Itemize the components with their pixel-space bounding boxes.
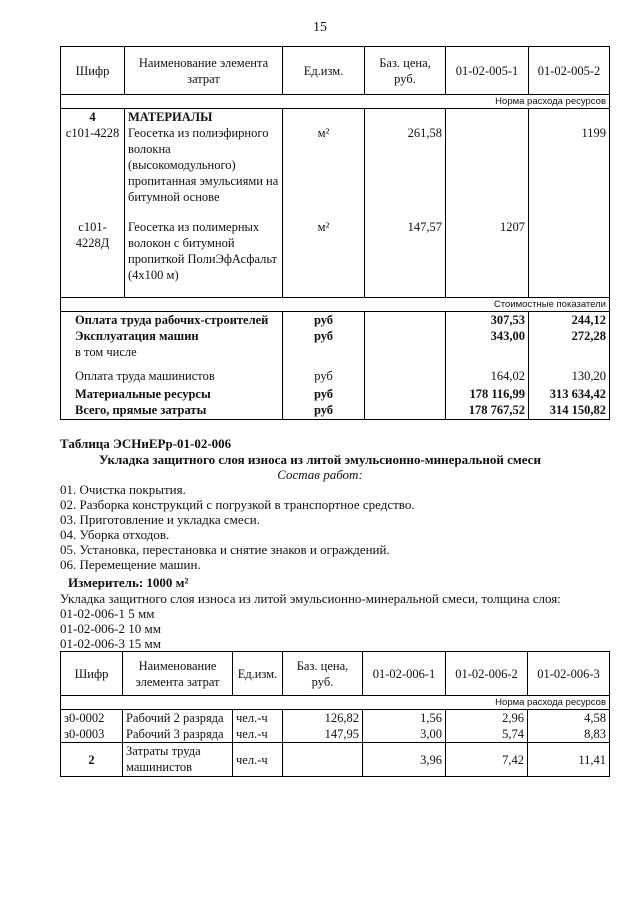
row-code: с101-4228Д <box>61 219 125 297</box>
header-unit: Ед.изм. <box>283 47 365 95</box>
composition-label: Состав работ: <box>277 467 363 482</box>
table-title: Таблица ЭСНиЕРр-01-02-006 <box>60 436 232 451</box>
row-code: з0-0003 <box>61 726 123 743</box>
list-item: 01-02-006-2 10 мм <box>60 621 161 636</box>
header-col2: 01-02-006-2 <box>446 652 528 696</box>
row-v1: 3,00 <box>363 726 446 743</box>
row-price: 261,58 <box>365 125 446 219</box>
row-unit: чел.-ч <box>233 726 283 743</box>
header-col1: 01-02-005-1 <box>446 47 529 95</box>
row-v3: 4,58 <box>528 710 610 727</box>
row-v2 <box>529 219 610 297</box>
norm-label: Норма расхода ресурсов <box>61 696 610 710</box>
row-v3: 8,83 <box>528 726 610 743</box>
list-item: 01. Очистка покрытия. <box>60 482 186 497</box>
cost-row <box>61 344 610 364</box>
cost-name: Материальные ресурсы <box>61 384 283 402</box>
table-row <box>61 743 610 777</box>
header-price: Баз. цена, руб. <box>283 652 363 696</box>
norm-label: Норма расхода ресурсов <box>61 95 610 109</box>
row-price: 147,57 <box>365 219 446 297</box>
cost-name: Оплата труда рабочих-строителей <box>61 311 283 328</box>
table-row <box>61 726 610 743</box>
table-row <box>61 219 610 297</box>
cost-unit: руб <box>283 384 365 402</box>
cost-v1: 307,53 <box>446 311 529 328</box>
meter-label: Измеритель: 1000 м² <box>68 575 189 590</box>
cost-row <box>61 384 610 402</box>
resource-table-006 <box>60 651 610 777</box>
row-v2: 2,96 <box>446 710 528 727</box>
row-unit: м² <box>283 219 365 297</box>
row-v2: 7,42 <box>446 743 528 777</box>
list-item: 06. Перемещение машин. <box>60 557 201 572</box>
list-item: 01-02-006-1 5 мм <box>60 606 155 621</box>
row-v1 <box>446 125 529 219</box>
row-unit: м² <box>283 125 365 219</box>
header-col1: 01-02-006-1 <box>363 652 446 696</box>
cost-name: в том числе <box>61 344 283 364</box>
list-item: 05. Установка, перестановка и снятие знаков и ограждений. <box>60 542 390 557</box>
list-item: 03. Приготовление и укладка смеси. <box>60 512 260 527</box>
row-price: 126,82 <box>283 710 363 727</box>
cost-unit: руб <box>283 402 365 420</box>
section-number: 4 <box>61 109 125 126</box>
row-code: 2 <box>61 743 123 777</box>
row-code: з0-0002 <box>61 710 123 727</box>
cost-v1: 343,00 <box>446 328 529 344</box>
row-name: Затраты труда машинистов <box>123 743 233 777</box>
cost-name: Эксплуатация машин <box>61 328 283 344</box>
cost-v2: 272,28 <box>529 328 610 344</box>
row-unit: чел.-ч <box>233 710 283 727</box>
cost-name: Оплата труда машинистов <box>61 364 283 384</box>
row-v1: 1,56 <box>363 710 446 727</box>
section-subtitle: Укладка защитного слоя износа из литой эмульсионно-минеральной смеси <box>99 452 541 467</box>
row-price <box>283 743 363 777</box>
cost-unit: руб <box>283 328 365 344</box>
header-name: Наименование элемента затрат <box>123 652 233 696</box>
cost-v1: 164,02 <box>446 364 529 384</box>
row-unit: чел.-ч <box>233 743 283 777</box>
description: Укладка защитного слоя износа из литой эмульсионно-минеральной смеси, толщина слоя: <box>60 591 561 606</box>
header-name: Наименование элемента затрат <box>125 47 283 95</box>
table-row <box>61 710 610 727</box>
row-name: Геосетка из полиэфирного волокна (высокомодульного) пропитанная эмульсиями на битумной основе <box>125 125 283 219</box>
row-v2: 1199 <box>529 125 610 219</box>
works-list <box>60 482 415 572</box>
cost-v2: 244,12 <box>529 311 610 328</box>
row-v3: 11,41 <box>528 743 610 777</box>
list-item: 01-02-006-3 15 мм <box>60 636 161 651</box>
cost-v2: 314 150,82 <box>529 402 610 420</box>
header-price: Баз. цена, руб. <box>365 47 446 95</box>
list-item: 04. Уборка отходов. <box>60 527 170 542</box>
header-unit: Ед.изм. <box>233 652 283 696</box>
cost-row <box>61 328 610 344</box>
cost-row <box>61 364 610 384</box>
header-code: Шифр <box>61 652 123 696</box>
resource-table-005 <box>60 46 610 420</box>
row-name: Рабочий 2 разряда <box>123 710 233 727</box>
header-col3: 01-02-006-3 <box>528 652 610 696</box>
cost-v2: 313 634,42 <box>529 384 610 402</box>
cost-label: Стоимостные показатели <box>61 297 610 311</box>
row-name: Рабочий 3 разряда <box>123 726 233 743</box>
row-code: с101-4228 <box>61 125 125 219</box>
table-row <box>61 125 610 219</box>
list-item: 02. Разборка конструкций с погрузкой в транспортное средство. <box>60 497 415 512</box>
cost-unit: руб <box>283 311 365 328</box>
cost-v2: 130,20 <box>529 364 610 384</box>
cost-row <box>61 402 610 420</box>
row-price: 147,95 <box>283 726 363 743</box>
row-v1: 1207 <box>446 219 529 297</box>
cost-v1: 178 767,52 <box>446 402 529 420</box>
header-code: Шифр <box>61 47 125 95</box>
row-v1: 3,96 <box>363 743 446 777</box>
cost-unit: руб <box>283 364 365 384</box>
section-title: МАТЕРИАЛЫ <box>125 109 283 126</box>
cost-v1: 178 116,99 <box>446 384 529 402</box>
header-col2: 01-02-005-2 <box>529 47 610 95</box>
page-number: 15 <box>313 20 327 35</box>
cost-row <box>61 311 610 328</box>
variants-list <box>60 606 161 651</box>
row-name: Геосетка из полимерных волокон с битумной пропиткой ПолиЭфАсфальт (4х100 м) <box>125 219 283 297</box>
cost-name: Всего, прямые затраты <box>61 402 283 420</box>
row-v2: 5,74 <box>446 726 528 743</box>
